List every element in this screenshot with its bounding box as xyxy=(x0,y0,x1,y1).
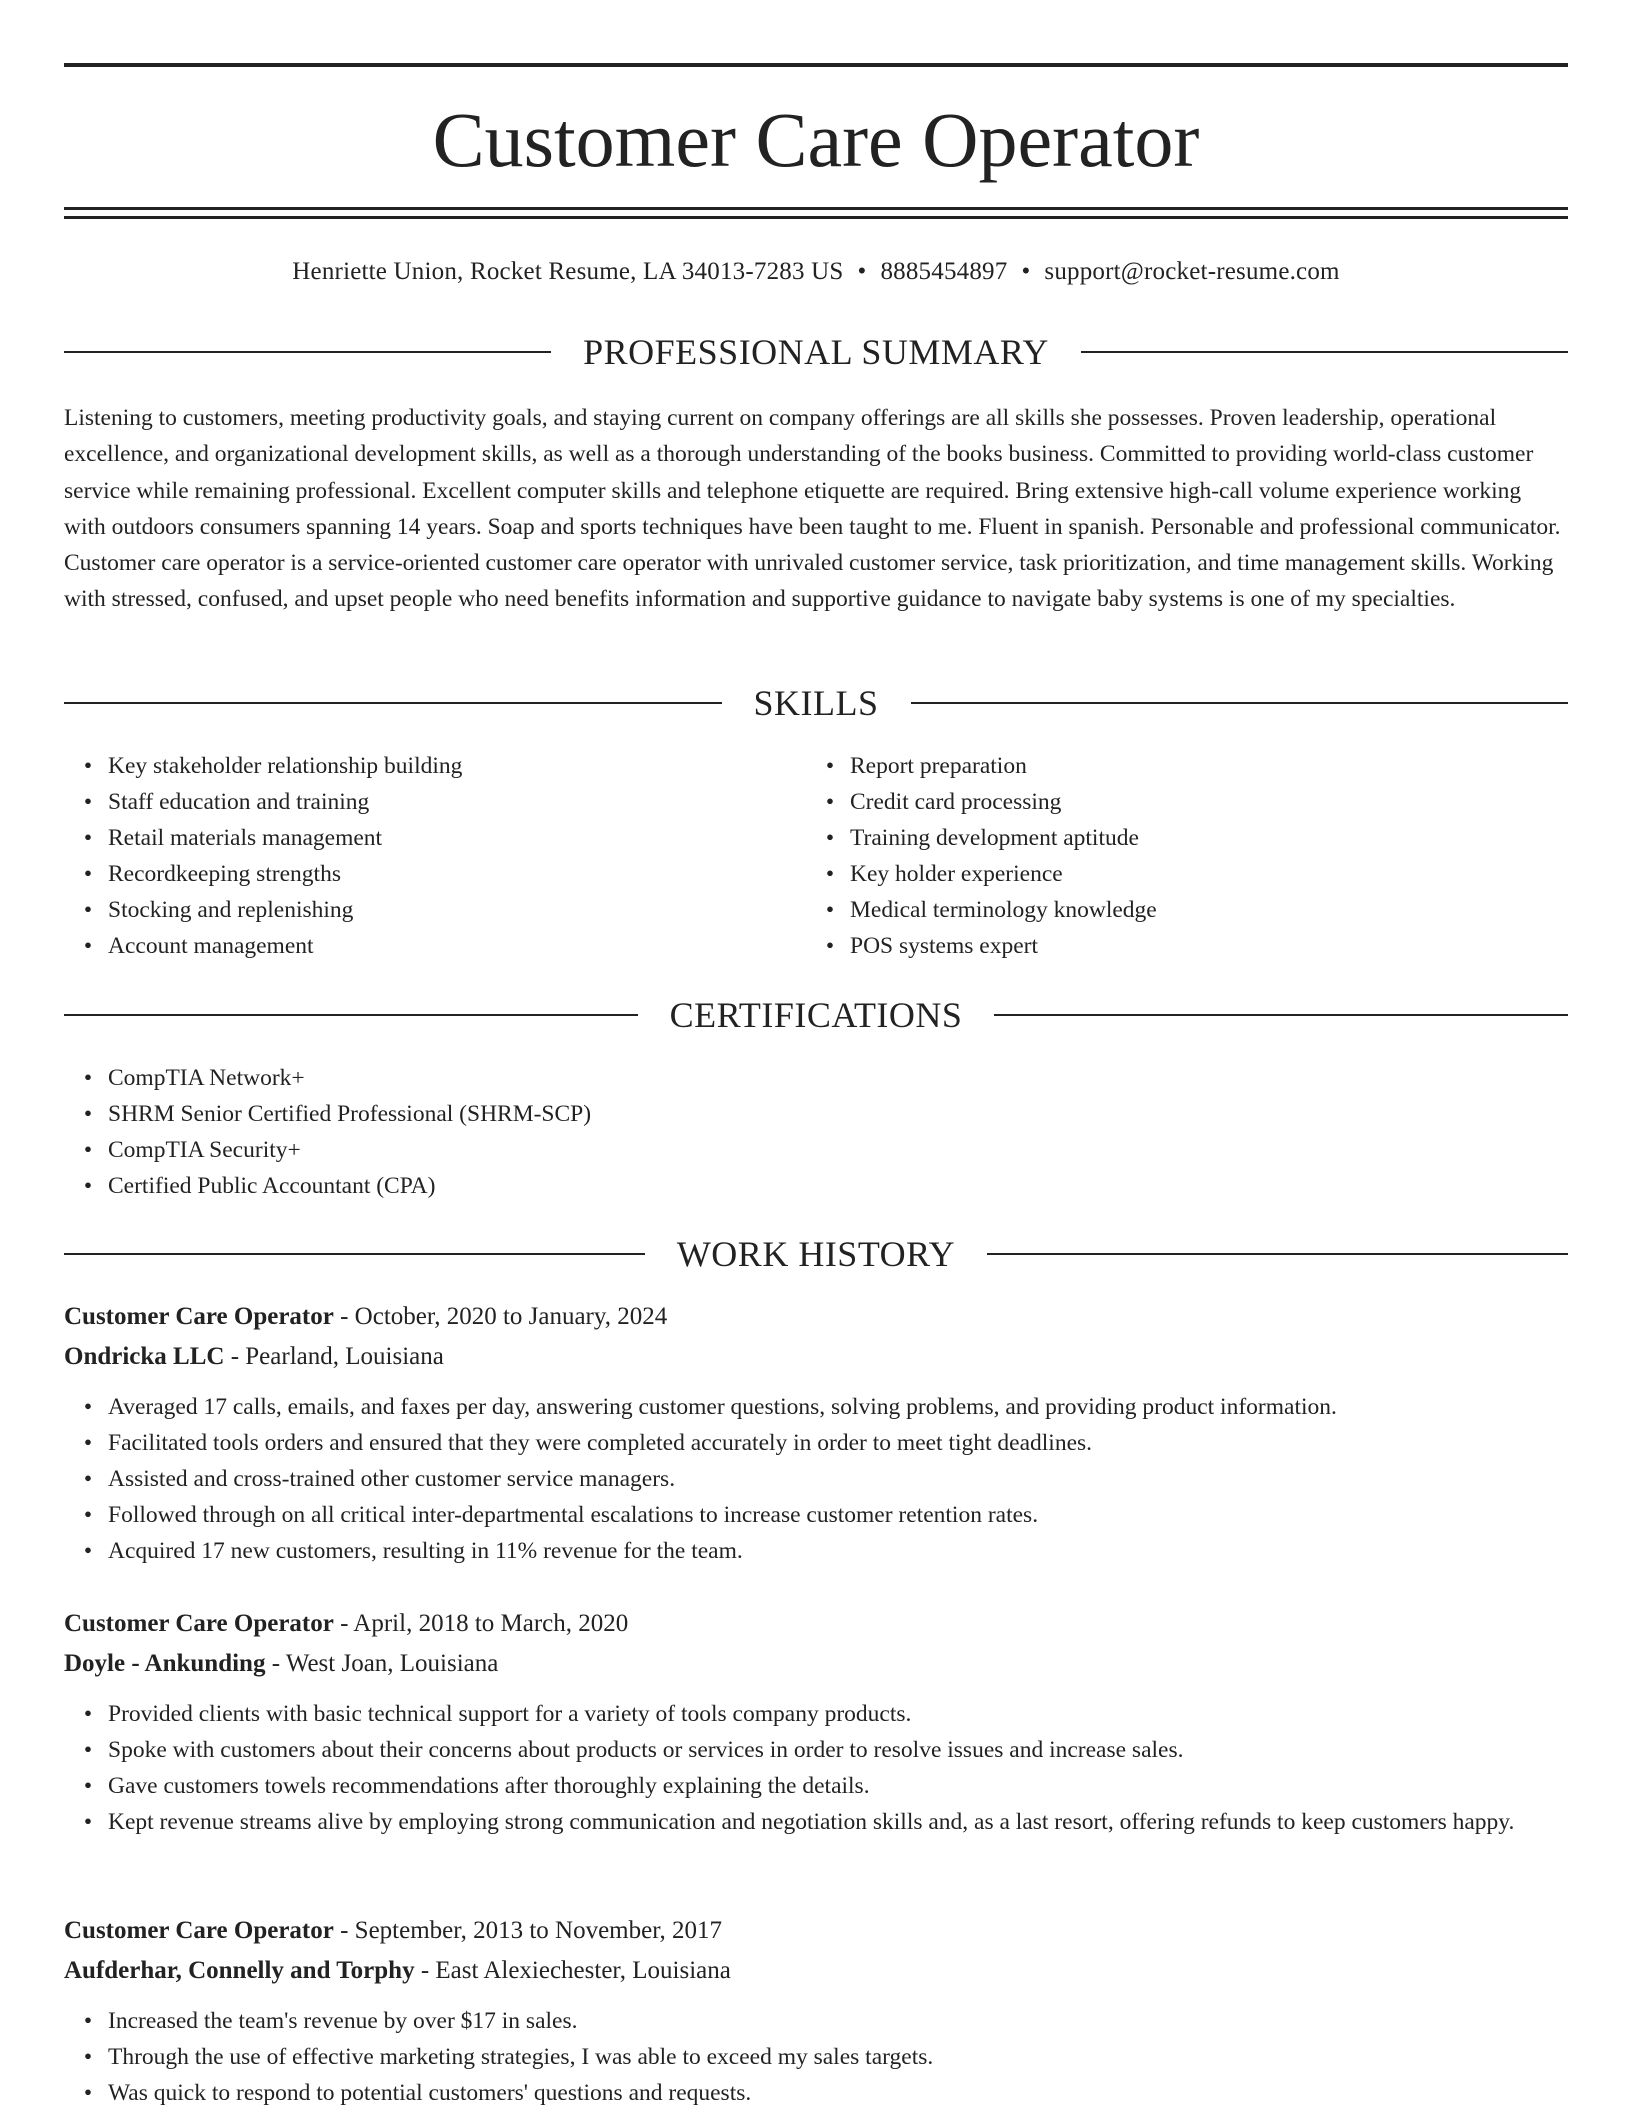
heading-rule-left xyxy=(64,1014,638,1016)
job-company-line xyxy=(64,1337,1568,1377)
section-title: CERTIFICATIONS xyxy=(669,995,963,1035)
certification-text: SHRM Senior Certified Professional (SHRM-SCP) xyxy=(108,1101,592,1127)
skill-text: Recordkeeping strengths xyxy=(108,861,341,887)
certification-text: Certified Public Accountant (CPA) xyxy=(108,1173,436,1199)
list-item: • Staff education and training xyxy=(83,789,370,815)
bullet-text: Was quick to respond to potential customers' questions and requests. xyxy=(108,2080,752,2106)
skills-list-right xyxy=(806,748,1506,964)
job-bullets xyxy=(64,1389,1568,1569)
contact-separator: • xyxy=(857,258,867,285)
job-bullets xyxy=(64,1696,1568,1840)
list-item: • Gave customers towels recommendations after thoroughly explaining the details. xyxy=(83,1773,870,1799)
bullet-text: Acquired 17 new customers, resulting in 11% revenue for the team. xyxy=(108,1538,743,1564)
job-role: Customer Care Operator xyxy=(64,1917,334,1944)
dash: - xyxy=(333,1303,355,1330)
skill-text: Staff education and training xyxy=(108,789,370,815)
bullet-text: Provided clients with basic technical support for a variety of tools company products. xyxy=(108,1701,912,1727)
list-item: • Followed through on all critical inter-departmental escalations to increase customer retention rates. xyxy=(83,1502,1039,1528)
job-title-line xyxy=(64,1911,1568,1951)
section-heading-certifications xyxy=(64,993,1568,1037)
job-location: East Alexiechester, Louisiana xyxy=(435,1957,731,1984)
job-company: Aufderhar, Connelly and Torphy xyxy=(64,1957,415,1984)
list-item: • Was quick to respond to potential customers' questions and requests. xyxy=(83,2080,752,2106)
certifications-list xyxy=(64,1060,1264,1204)
list-item: • Training development aptitude xyxy=(825,825,1139,851)
top-rule xyxy=(64,63,1568,67)
job-company: Doyle - Ankunding xyxy=(64,1650,266,1677)
list-item: • Acquired 17 new customers, resulting in 11% revenue for the team. xyxy=(83,1538,743,1564)
list-item: • Spoke with customers about their concerns about products or services in order to resolve issues and increase sales. xyxy=(83,1737,1184,1763)
bullet-text: Through the use of effective marketing strategies, I was able to exceed my sales targets. xyxy=(108,2044,934,2070)
skill-text: Key stakeholder relationship building xyxy=(108,753,463,779)
certification-text: CompTIA Security+ xyxy=(108,1137,301,1163)
job-dates: September, 2013 to November, 2017 xyxy=(354,1917,723,1944)
list-item: • Medical terminology knowledge xyxy=(825,897,1157,923)
list-item: • Retail materials management xyxy=(83,825,383,851)
bullet-text: Gave customers towels recommendations after thoroughly explaining the details. xyxy=(108,1773,870,1799)
bullet-text: Averaged 17 calls, emails, and faxes per day, answering customer questions, solving problems, and providing product information. xyxy=(108,1394,1337,1420)
list-item: • Certified Public Accountant (CPA) xyxy=(83,1173,436,1199)
dash: - xyxy=(333,1610,354,1637)
job-bullets xyxy=(64,2003,1568,2111)
section-heading-work-history xyxy=(64,1232,1568,1276)
list-item: • Provided clients with basic technical support for a variety of tools company products. xyxy=(83,1701,912,1727)
job-company-line xyxy=(64,1951,1568,1991)
job-location: Pearland, Louisiana xyxy=(245,1343,444,1370)
heading-rule-right xyxy=(987,1253,1568,1255)
job-entry xyxy=(64,1297,1568,1569)
section-title: WORK HISTORY xyxy=(676,1234,956,1274)
dash: - xyxy=(414,1957,436,1984)
list-item: • Key stakeholder relationship building xyxy=(83,753,463,779)
skill-text: Key holder experience xyxy=(850,861,1063,887)
job-title-line xyxy=(64,1604,1568,1644)
job-dates: October, 2020 to January, 2024 xyxy=(354,1303,668,1330)
bullet-text: Followed through on all critical inter-departmental escalations to increase customer retention rates. xyxy=(108,1502,1039,1528)
section-title: PROFESSIONAL SUMMARY xyxy=(583,332,1049,372)
bullet-text: Spoke with customers about their concerns about products or services in order to resolve issues and increase sales. xyxy=(108,1737,1184,1763)
list-item: • POS systems expert xyxy=(825,933,1038,959)
dash: - xyxy=(265,1650,286,1677)
heading-rule-right xyxy=(1081,351,1568,353)
job-company-line xyxy=(64,1644,1568,1684)
skill-text: Training development aptitude xyxy=(850,825,1139,851)
list-item: • Assisted and cross-trained other customer service managers. xyxy=(83,1466,676,1492)
list-item: • CompTIA Security+ xyxy=(83,1137,301,1163)
list-item: • Credit card processing xyxy=(825,789,1062,815)
list-item: • Increased the team's revenue by over $17 in sales. xyxy=(83,2008,578,2034)
list-item: • Key holder experience xyxy=(825,861,1063,887)
dash: - xyxy=(224,1343,246,1370)
list-item: • SHRM Senior Certified Professional (SHRM-SCP) xyxy=(83,1101,592,1127)
bullet-text: Assisted and cross-trained other customer service managers. xyxy=(108,1466,676,1492)
job-location: West Joan, Louisiana xyxy=(285,1650,499,1677)
bullet-text: Increased the team's revenue by over $17 in sales. xyxy=(108,2008,578,2034)
skill-text: Retail materials management xyxy=(108,825,383,851)
job-role: Customer Care Operator xyxy=(64,1303,334,1330)
list-item: • Kept revenue streams alive by employing strong communication and negotiation skills and, as a last resort, offering refunds to keep customers happy. xyxy=(83,1809,1515,1835)
resume-title: Customer Care Operator xyxy=(432,96,1200,183)
list-item: • Averaged 17 calls, emails, and faxes per day, answering customer questions, solving problems, and providing product information. xyxy=(83,1394,1337,1420)
certification-text: CompTIA Network+ xyxy=(108,1065,305,1091)
list-item: • Facilitated tools orders and ensured that they were completed accurately in order to meet tight deadlines. xyxy=(83,1430,1093,1456)
list-item: • Stocking and replenishing xyxy=(83,897,354,923)
summary-text: Listening to customers, meeting productivity goals, and staying current on company offerings are all skills she possesses. Proven leadership, operational excellence, and organizational development skills, as well as a thorough understanding of the books business. Committed to providing world-class customer service while remaining professional. Excellent computer skills and telephone etiquette are required. Bring extensive high-call volume experience working with outdoors consumers spanning 14 years. Soap and sports techniques have been taught to me. Fluent in spanish. Personable and professional communicator. Customer care operator is a service-oriented customer care operator with unrivaled customer service, task prioritization, and time management skills. Working with stressed, confused, and upset people who need benefits information and supportive guidance to navigate baby systems is one of my specialties. xyxy=(64,405,1561,613)
contact-email: support@rocket-resume.com xyxy=(1044,258,1340,285)
list-item: • Account management xyxy=(83,933,314,959)
skill-text: Medical terminology knowledge xyxy=(850,897,1157,923)
section-heading-summary xyxy=(64,330,1568,374)
dash: - xyxy=(333,1917,355,1944)
job-title-line xyxy=(64,1297,1568,1337)
skill-text: Account management xyxy=(108,933,314,959)
section-title: SKILLS xyxy=(753,683,879,723)
heading-rule-right xyxy=(911,702,1569,704)
title-rule-upper xyxy=(64,207,1568,210)
skill-text: Stocking and replenishing xyxy=(108,897,354,923)
skills-list-left xyxy=(64,748,764,964)
contact-separator: • xyxy=(1021,258,1031,285)
skill-text: Credit card processing xyxy=(850,789,1062,815)
job-company: Ondricka LLC xyxy=(64,1343,225,1370)
heading-rule-right xyxy=(994,1014,1568,1016)
contact-line xyxy=(64,254,1568,290)
list-item: • Report preparation xyxy=(825,753,1027,779)
list-item: • CompTIA Network+ xyxy=(83,1065,305,1091)
list-item: • Recordkeeping strengths xyxy=(83,861,341,887)
bullet-text: Kept revenue streams alive by employing strong communication and negotiation skills and, as a last resort, offering refunds to keep customers happy. xyxy=(108,1809,1515,1835)
contact-address: Henriette Union, Rocket Resume, LA 34013-7283 US xyxy=(292,258,844,285)
job-role: Customer Care Operator xyxy=(64,1610,334,1637)
section-heading-skills xyxy=(64,681,1568,725)
bullet-text: Facilitated tools orders and ensured that they were completed accurately in order to meet tight deadlines. xyxy=(108,1430,1093,1456)
job-dates: April, 2018 to March, 2020 xyxy=(353,1610,629,1637)
job-entry xyxy=(64,1604,1568,1840)
list-item: • Through the use of effective marketing strategies, I was able to exceed my sales targets. xyxy=(83,2044,934,2070)
heading-rule-left xyxy=(64,702,722,704)
title-rule-lower xyxy=(64,216,1568,219)
heading-rule-left xyxy=(64,351,551,353)
contact-phone: 8885454897 xyxy=(880,258,1008,285)
skill-text: POS systems expert xyxy=(850,933,1038,959)
job-entry xyxy=(64,1911,1568,2111)
heading-rule-left xyxy=(64,1253,645,1255)
skill-text: Report preparation xyxy=(850,753,1027,779)
